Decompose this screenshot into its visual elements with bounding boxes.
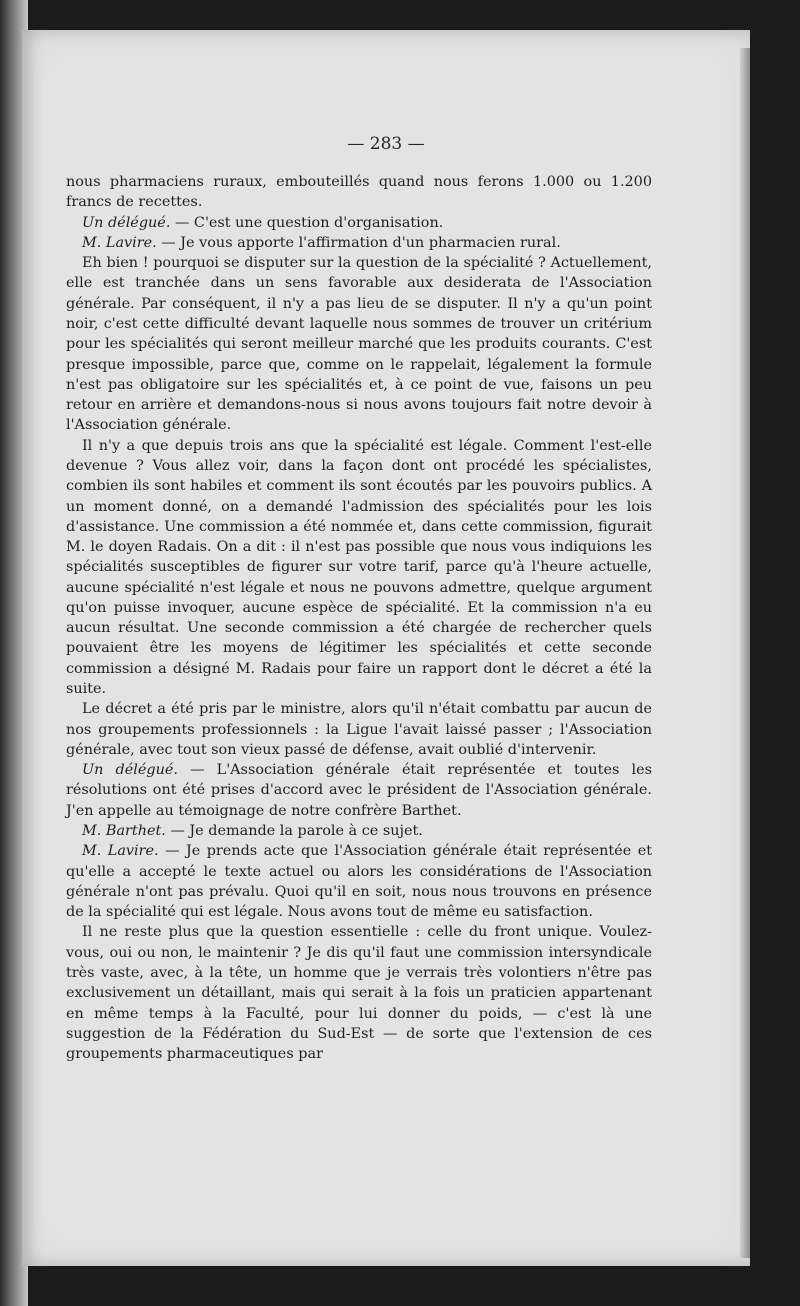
paragraph-text: — Je vous apporte l'affirmation d'un pharmacien rural. xyxy=(156,234,561,251)
paragraph xyxy=(66,821,652,841)
paragraph-text: — Je prends acte que l'Association générale était représentée et qu'elle a accepté le texte actuel ou alors les considérations de l'Association générale n'ont pas prévalu. Quoi qu'il en soit, nous nous trouvons en présence de la spécialité qui est légale. Nous avons tout de même eu satisfaction. xyxy=(66,843,652,921)
paragraph xyxy=(66,233,652,253)
paragraph-text: Il n'y a que depuis trois ans que la spécialité est légale. Comment l'est-elle devenue ? Vous allez voir, dans la façon dont ont procédé les spécialistes, combien ils sont habiles et comment ils sont écoutés par les pouvoirs publics. A un moment donné, on a demandé l'admission des spécialités pour les lois d'assistance. Une commission a été nommée et, dans cette commission, figurait M. le doyen Radais. On a dit : il n'est pas possible que nous vous indiquions les spécialités susceptibles de figurer sur votre tarif, parce qu'à l'heure actuelle, aucune spécialité n'est légale et nous ne pouvons admettre, quelque argument qu'on puisse invoquer, aucune espèce de spécialité. Et la commission n'a eu aucun résultat. Une seconde commission a été chargée de rechercher quels pouvaient être les moyens de légitimer les spécialités et cette seconde commission a désigné M. Radais pour faire un rapport dont le décret a été la suite. xyxy=(66,437,652,698)
paragraph-text: — Je demande la parole à ce sujet. xyxy=(165,823,423,839)
speaker-name: Un délégué. xyxy=(82,762,178,779)
paragraph-text: Le décret a été pris par le ministre, alors qu'il n'était combattu par aucun de nos groupements professionnels : la Ligue l'avait laissé passer ; l'Association générale, avec tout son vieux passé de défense, avait oublié d'intervenir. xyxy=(66,701,652,758)
paragraph xyxy=(66,760,652,821)
speaker-name: M. Barthet. xyxy=(82,823,166,839)
paragraph xyxy=(66,253,652,436)
speaker-name: M. Lavire. xyxy=(82,234,157,251)
paragraph xyxy=(66,213,652,233)
paragraph-text: Eh bien ! pourquoi se disputer sur la question de la spécialité ? Actuellement, elle est tranchée dans un sens favorable aux desiderata de l'Association générale. Par conséquent, il n'y a pas lieu de se disputer. Il n'y a qu'un point noir, c'est cette difficulté devant laquelle nous sommes de trouver un critérium pour les spécialités qui seront meilleur marché que les produits courants. C'est presque impossible, parce que, comme on le rappelait, légalement la formule n'est pas obligatoire sur les spécialités et, à ce point de vue, faisons un peu retour en arrière et demandons-nous si nous avons toujours fait notre devoir à l'Association générale. xyxy=(66,255,652,434)
speaker-name: Un délégué. xyxy=(82,214,171,231)
paragraph xyxy=(66,841,652,922)
page-edge xyxy=(740,48,750,1258)
page-number: — 283 — xyxy=(347,134,425,154)
paragraph-text: — L'Association générale était représentée et toutes les résolutions ont été prises d'accord avec le président de l'Association générale. J'en appelle au témoignage de notre confrère Barthet. xyxy=(66,762,652,819)
paragraph xyxy=(66,699,652,760)
paragraph xyxy=(66,172,652,213)
speaker-name: M. Lavire. xyxy=(82,843,159,860)
paragraph xyxy=(66,436,652,700)
paragraph xyxy=(66,922,652,1064)
paragraph-text: — C'est une question d'organisation. xyxy=(170,214,444,231)
paragraph-text: nous pharmaciens ruraux, embouteillés quand nous ferons 1.000 ou 1.200 francs de recettes. xyxy=(66,174,652,211)
body-text xyxy=(66,172,652,1064)
paragraph-text: Il ne reste plus que la question essentielle : celle du front unique. Voulez-vous, oui ou non, le maintenir ? Je dis qu'il faut une commission intersyndicale très vaste, avec, à la tête, un homme que je verrais très volontiers n'être pas exclusivement un détaillant, mais qui serait à la fois un praticien appartenant en même temps à la Faculté, pour lui donner du poids, — c'est là une suggestion de la Fédération du Sud-Est — de sorte que l'extension de ces groupements pharmaceutiques par xyxy=(66,924,652,1063)
scanned-page xyxy=(22,30,750,1266)
